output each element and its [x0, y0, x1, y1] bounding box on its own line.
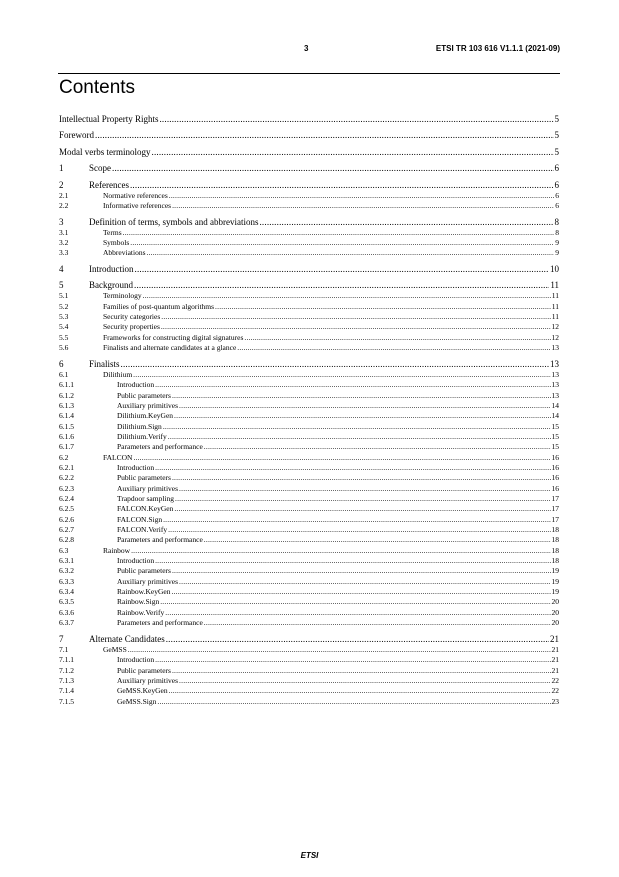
toc-dot-leader — [172, 666, 551, 676]
toc-entry-title: References — [89, 179, 129, 190]
toc-entry-number: 7.1.3 — [59, 675, 74, 685]
toc-entry-page: 17 — [551, 514, 559, 524]
toc-entry[interactable] — [59, 191, 559, 201]
toc-entry-number: 6.2.4 — [59, 494, 74, 504]
toc-entry[interactable] — [59, 422, 559, 432]
toc-entry-page: 21 — [551, 644, 559, 654]
toc-entry-page: 13 — [551, 380, 559, 390]
toc-dot-leader — [168, 525, 550, 535]
toc-entry-title: Auxiliary primitives — [117, 483, 179, 493]
toc-entry-title: Dilithium.Sign — [117, 421, 162, 431]
toc-entry-number: 6.3.6 — [59, 607, 74, 617]
toc-entry[interactable] — [59, 515, 559, 525]
toc-entry-number: 5.4 — [59, 322, 69, 332]
toc-dot-leader — [174, 504, 550, 514]
toc-entry[interactable] — [59, 343, 559, 353]
toc-entry-number: 3.1 — [59, 227, 69, 237]
toc-entry-number: 3.3 — [59, 248, 69, 258]
toc-entry-title: Foreword — [59, 130, 94, 141]
page-header — [58, 44, 560, 58]
toc-entry[interactable] — [59, 676, 559, 686]
toc-entry-number: 6.3.1 — [59, 556, 74, 566]
toc-entry-number: 7.1.2 — [59, 665, 74, 675]
toc-entry-title: Informative references — [103, 200, 172, 210]
toc-entry[interactable] — [59, 180, 559, 191]
toc-entry[interactable] — [59, 577, 559, 587]
toc-entry[interactable] — [59, 380, 559, 390]
toc-entry-title: Dilithium — [103, 369, 133, 379]
toc-entry-number: 6.3.2 — [59, 566, 74, 576]
toc-entry-page: 13 — [551, 343, 559, 353]
toc-entry[interactable] — [59, 228, 559, 238]
toc-entry-page: 18 — [551, 535, 559, 545]
toc-entry[interactable] — [59, 238, 559, 248]
toc-entry-title: Modal verbs terminology — [59, 146, 151, 157]
toc-dot-leader — [147, 248, 555, 258]
toc-dot-leader — [157, 697, 550, 707]
toc-entry-title: Terminology — [103, 291, 142, 301]
toc-entry-title: Public parameters — [117, 390, 171, 400]
toc-entry-number: 1 — [59, 163, 64, 174]
toc-entry-title: Definition of terms, symbols and abbreviations — [89, 216, 259, 227]
toc-entry-number: 6.2.1 — [59, 463, 74, 472]
toc-entry-title: Parameters and performance — [117, 535, 203, 545]
toc-entry-title: Dilithium.KeyGen — [117, 411, 174, 421]
toc-entry-number: 6.2.3 — [59, 483, 74, 493]
toc-entry[interactable] — [59, 302, 559, 312]
toc-entry-number: 5 — [59, 280, 64, 291]
toc-dot-leader — [175, 494, 550, 504]
toc-entry-title: Public parameters — [117, 473, 171, 483]
document-id: ETSI TR 103 616 V1.1.1 (2021-09) — [435, 44, 560, 53]
toc-entry-number: 6 — [59, 358, 64, 369]
toc-entry-page: 18 — [551, 525, 559, 535]
toc-dot-leader — [112, 163, 554, 173]
toc-entry-page: 13 — [551, 390, 559, 400]
toc-entry-page: 17 — [551, 494, 559, 504]
toc-entry-number: 6.3.3 — [59, 576, 74, 586]
toc-entry[interactable] — [59, 333, 559, 343]
toc-entry-title: Parameters and performance — [117, 442, 203, 452]
toc-entry[interactable] — [59, 264, 559, 275]
toc-entry[interactable] — [59, 453, 559, 463]
toc-entry[interactable] — [59, 608, 559, 618]
toc-entry-number: 3 — [59, 216, 64, 227]
toc-dot-leader — [130, 180, 554, 190]
toc-entry[interactable] — [59, 217, 559, 228]
toc-entry-page: 5 — [554, 114, 559, 124]
toc-dot-leader — [121, 359, 549, 369]
toc-entry-number: 6.3.5 — [59, 597, 74, 607]
toc-dot-leader — [244, 333, 550, 343]
toc-dot-leader — [172, 566, 551, 576]
toc-entry-number: 6.1.1 — [59, 380, 74, 390]
toc-dot-leader — [204, 535, 551, 545]
toc-entry-number: 7.1.5 — [59, 696, 74, 706]
toc-entry-title: Auxiliary primitives — [117, 576, 179, 586]
toc-entry-title: Parameters and performance — [117, 618, 203, 628]
toc-entry-page: 13 — [551, 369, 559, 379]
header-rule — [58, 73, 560, 74]
toc-entry-number: 2 — [59, 179, 64, 190]
toc-entry-title: FALCON.KeyGen — [117, 504, 174, 514]
toc-entry-number: 6.2.8 — [59, 535, 74, 545]
toc-dot-leader — [179, 401, 550, 411]
toc-entry[interactable] — [59, 525, 559, 535]
toc-entry-page: 20 — [551, 597, 559, 607]
toc-entry-page: 16 — [551, 452, 559, 462]
toc-dot-leader — [128, 645, 551, 655]
toc-dot-leader — [155, 556, 550, 566]
toc-dot-leader — [259, 217, 553, 227]
toc-dot-leader — [174, 411, 550, 421]
toc-entry[interactable] — [59, 587, 559, 597]
toc-entry-number: 7 — [59, 633, 64, 644]
toc-entry-title: Trapdoor sampling — [117, 494, 175, 504]
toc-entry-number: 6.1.6 — [59, 431, 74, 441]
toc-entry-page: 16 — [551, 473, 559, 483]
toc-entry-title: Security categories — [103, 312, 161, 322]
toc-entry-page: 17 — [551, 504, 559, 514]
toc-entry-title: Auxiliary primitives — [117, 675, 179, 685]
toc-entry-page: 21 — [550, 633, 559, 644]
toc-entry-page: 19 — [551, 566, 559, 576]
toc-entry-number: 6.1.2 — [59, 390, 74, 400]
toc-dot-leader — [166, 634, 549, 644]
toc-entry-page: 8 — [554, 216, 559, 227]
toc-dot-leader — [161, 312, 550, 322]
toc-entry-number: 6.1.4 — [59, 411, 74, 421]
toc-dot-leader — [135, 264, 550, 274]
toc-entry-title: FALCON.Sign — [117, 514, 163, 524]
toc-entry-title: Introduction — [117, 655, 155, 665]
toc-entry-page: 11 — [551, 301, 559, 311]
toc-entry-title: Rainbow.KeyGen — [117, 587, 171, 597]
toc-entry-page: 8 — [555, 227, 559, 237]
toc-entry-title: Abbreviations — [103, 248, 146, 258]
toc-entry-title: GeMSS.KeyGen — [117, 686, 168, 696]
toc-entry[interactable] — [59, 546, 559, 556]
toc-entry[interactable] — [59, 634, 559, 645]
toc-entry[interactable] — [59, 163, 559, 174]
toc-entry-number: 6.3.4 — [59, 587, 74, 597]
toc-entry-title: Dilithium.Verify — [117, 431, 167, 441]
toc-entry-title: Rainbow.Sign — [117, 597, 160, 607]
toc-entry-title: GeMSS.Sign — [117, 696, 157, 706]
toc-entry-number: 6.2.7 — [59, 525, 74, 535]
toc-entry-number: 7.1 — [59, 644, 69, 654]
toc-entry-title: GeMSS — [103, 644, 127, 654]
toc-entry-title: Intellectual Property Rights — [59, 114, 159, 124]
toc-entry-number: 5.3 — [59, 312, 69, 322]
toc-dot-leader — [143, 291, 551, 301]
toc-entry-page: 15 — [551, 442, 559, 452]
toc-entry[interactable] — [59, 484, 559, 494]
toc-entry-page: 9 — [555, 237, 559, 247]
table-of-contents — [59, 114, 559, 707]
toc-entry[interactable] — [59, 666, 559, 676]
toc-entry[interactable] — [59, 618, 559, 628]
toc-entry-page: 23 — [551, 696, 559, 706]
toc-dot-leader — [169, 686, 551, 696]
toc-entry[interactable] — [59, 370, 559, 380]
toc-entry[interactable] — [59, 504, 559, 514]
toc-dot-leader — [161, 322, 551, 332]
toc-entry[interactable] — [59, 248, 559, 258]
toc-dot-leader — [155, 655, 550, 665]
toc-entry-number: 3.2 — [59, 237, 69, 247]
toc-entry-page: 14 — [551, 400, 559, 410]
toc-dot-leader — [123, 228, 555, 238]
toc-dot-leader — [204, 618, 551, 628]
toc-entry-page: 21 — [551, 665, 559, 675]
toc-entry[interactable] — [59, 147, 559, 158]
toc-entry[interactable] — [59, 280, 559, 291]
toc-entry-page: 11 — [551, 291, 559, 301]
toc-dot-leader — [171, 587, 550, 597]
toc-dot-leader — [179, 484, 550, 494]
toc-entry-number: 6.1.5 — [59, 421, 74, 431]
toc-entry[interactable] — [59, 494, 559, 504]
toc-entry-number: 6.1 — [59, 369, 69, 379]
toc-entry-number: 6.3 — [59, 545, 69, 555]
toc-dot-leader — [155, 463, 550, 473]
toc-entry-page: 6 — [555, 190, 559, 200]
toc-entry[interactable] — [59, 463, 559, 473]
toc-dot-leader — [160, 597, 550, 607]
toc-entry[interactable] — [59, 130, 559, 141]
toc-entry-page: 6 — [554, 163, 559, 174]
toc-entry[interactable] — [59, 442, 559, 452]
toc-entry-page: 16 — [551, 463, 559, 472]
toc-entry-page: 22 — [551, 686, 559, 696]
toc-dot-leader — [159, 114, 553, 124]
toc-entry[interactable] — [59, 201, 559, 211]
toc-entry-number: 6.2.5 — [59, 504, 74, 514]
toc-entry[interactable] — [59, 312, 559, 322]
toc-entry-number: 7.1.1 — [59, 655, 74, 665]
toc-entry-title: Introduction — [117, 463, 155, 472]
toc-entry[interactable] — [59, 359, 559, 370]
toc-entry-title: Finalists — [89, 358, 120, 369]
toc-entry[interactable] — [59, 401, 559, 411]
toc-dot-leader — [179, 676, 550, 686]
toc-dot-leader — [155, 380, 550, 390]
toc-entry-number: 7.1.4 — [59, 686, 74, 696]
toc-entry-page: 5 — [554, 130, 559, 141]
page-title: Contents — [59, 77, 136, 98]
toc-entry-page: 21 — [551, 655, 559, 665]
toc-dot-leader — [134, 280, 549, 290]
toc-entry-title: Background — [89, 280, 133, 291]
toc-dot-leader — [179, 577, 550, 587]
toc-entry-title: Introduction — [117, 380, 155, 390]
toc-entry-page: 15 — [551, 421, 559, 431]
toc-entry-title: Alternate Candidates — [89, 633, 165, 644]
toc-entry[interactable] — [59, 645, 559, 655]
toc-dot-leader — [95, 130, 554, 140]
page-number: 3 — [304, 44, 309, 53]
toc-dot-leader — [152, 147, 554, 157]
toc-entry-title: Terms — [103, 227, 122, 237]
toc-entry-title: Families of post-quantum algorithms — [103, 301, 215, 311]
toc-dot-leader — [215, 302, 551, 312]
toc-entry-page: 22 — [551, 675, 559, 685]
toc-entry-number: 5.6 — [59, 343, 69, 353]
toc-entry-title: Introduction — [89, 264, 134, 275]
toc-entry-page: 18 — [551, 556, 559, 566]
toc-dot-leader — [168, 432, 551, 442]
toc-dot-leader — [237, 343, 550, 353]
toc-entry-title: Frameworks for constructing digital signatures — [103, 332, 244, 342]
toc-entry[interactable] — [59, 322, 559, 332]
toc-dot-leader — [172, 473, 551, 483]
toc-entry-page: 13 — [550, 358, 559, 369]
toc-entry-title: Rainbow — [103, 545, 131, 555]
toc-entry-title: Symbols — [103, 237, 130, 247]
toc-entry-number: 6.3.7 — [59, 618, 74, 628]
toc-entry-page: 5 — [554, 146, 559, 157]
toc-entry-page: 6 — [555, 200, 559, 210]
toc-entry-number: 5.2 — [59, 301, 69, 311]
toc-entry-number: 5.1 — [59, 291, 69, 301]
toc-entry-title: Normative references — [103, 190, 168, 200]
toc-dot-leader — [133, 453, 550, 463]
toc-entry-number: 6.1.7 — [59, 442, 74, 452]
toc-entry[interactable] — [59, 556, 559, 566]
toc-entry-number: 6.2.2 — [59, 473, 74, 483]
toc-entry[interactable] — [59, 566, 559, 576]
toc-entry[interactable] — [59, 114, 559, 125]
toc-entry-page: 20 — [551, 618, 559, 628]
toc-entry-number: 6.1.3 — [59, 400, 74, 410]
toc-dot-leader — [169, 191, 554, 201]
toc-entry-page: 11 — [551, 312, 559, 322]
toc-dot-leader — [172, 391, 551, 401]
toc-entry-title: Finalists and alternate candidates at a glance — [103, 343, 237, 353]
toc-entry[interactable] — [59, 391, 559, 401]
toc-entry[interactable] — [59, 655, 559, 665]
toc-entry-page: 18 — [551, 545, 559, 555]
toc-entry-page: 19 — [551, 576, 559, 586]
toc-dot-leader — [130, 238, 554, 248]
toc-entry-page: 14 — [551, 411, 559, 421]
toc-dot-leader — [133, 370, 550, 380]
toc-entry-title: Public parameters — [117, 665, 171, 675]
toc-entry-page: 6 — [554, 179, 559, 190]
toc-entry-number: 4 — [59, 264, 64, 275]
toc-entry-title: FALCON.Verify — [117, 525, 168, 535]
toc-dot-leader — [163, 515, 550, 525]
toc-entry-number: 2.1 — [59, 190, 69, 200]
toc-entry-title: Rainbow.Verify — [117, 607, 165, 617]
toc-entry[interactable] — [59, 697, 559, 707]
toc-dot-leader — [204, 442, 551, 452]
toc-entry-title: Auxiliary primitives — [117, 400, 179, 410]
toc-entry-number: 6.2 — [59, 452, 69, 462]
toc-entry[interactable] — [59, 411, 559, 421]
toc-entry[interactable] — [59, 597, 559, 607]
toc-entry-page: 9 — [555, 248, 559, 258]
toc-entry-page: 12 — [551, 332, 559, 342]
toc-dot-leader — [163, 422, 551, 432]
toc-entry[interactable] — [59, 686, 559, 696]
toc-entry-number: 6.2.6 — [59, 514, 74, 524]
toc-dot-leader — [131, 546, 550, 556]
toc-dot-leader — [165, 608, 550, 618]
toc-entry[interactable] — [59, 291, 559, 301]
toc-entry-number: 2.2 — [59, 200, 69, 210]
footer-logo: ETSI — [300, 851, 319, 860]
toc-entry-page: 10 — [550, 264, 559, 275]
toc-entry-title: Security properties — [103, 322, 160, 332]
toc-entry-title: Introduction — [117, 556, 155, 566]
toc-entry-title: FALCON — [103, 452, 133, 462]
toc-entry-number: 5.5 — [59, 332, 69, 342]
toc-entry[interactable] — [59, 535, 559, 545]
toc-entry-page: 16 — [551, 483, 559, 493]
toc-entry-page: 12 — [551, 322, 559, 332]
toc-dot-leader — [172, 201, 554, 211]
toc-entry[interactable] — [59, 432, 559, 442]
toc-entry-title: Public parameters — [117, 566, 171, 576]
toc-entry-page: 11 — [550, 280, 559, 291]
toc-entry-page: 15 — [551, 431, 559, 441]
toc-entry[interactable] — [59, 473, 559, 483]
toc-entry-title: Scope — [89, 163, 111, 174]
toc-entry-page: 20 — [551, 607, 559, 617]
toc-entry-page: 19 — [551, 587, 559, 597]
